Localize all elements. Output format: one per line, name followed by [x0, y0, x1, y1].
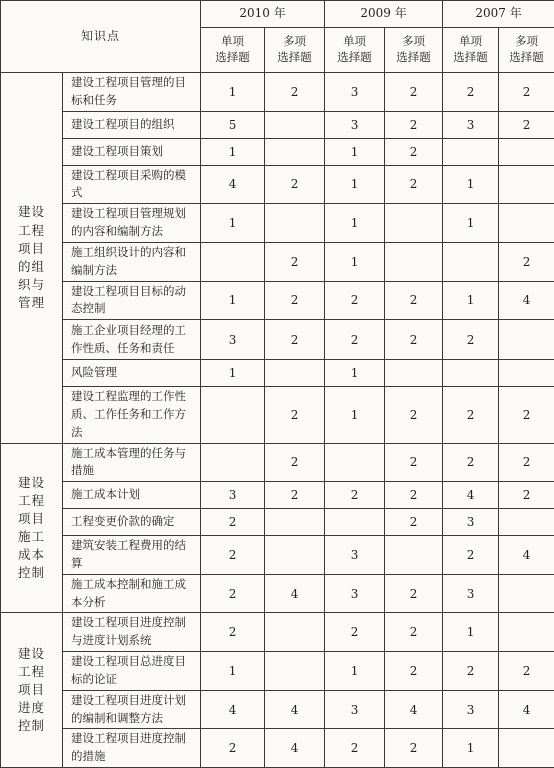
count-cell: 2 — [499, 242, 554, 281]
count-cell: 2 — [265, 73, 325, 112]
count-cell: 2 — [201, 536, 265, 575]
count-cell: 2 — [499, 387, 554, 443]
topic-cell: 施工成本管理的任务与措施 — [63, 443, 201, 482]
count-cell: 2 — [265, 443, 325, 482]
count-cell — [499, 574, 554, 613]
count-cell: 4 — [499, 690, 554, 729]
subheader-line-1: 单项 — [343, 34, 366, 48]
topic-cell: 建设工程监理的工作性质、工作任务和工作方法 — [63, 387, 201, 443]
count-cell: 3 — [443, 690, 499, 729]
subheader-single-2010 — [201, 28, 265, 73]
count-cell: 2 — [499, 443, 554, 482]
count-cell: 3 — [443, 574, 499, 613]
count-cell: 1 — [201, 281, 265, 320]
count-cell: 2 — [325, 613, 385, 652]
table-row — [1, 387, 554, 443]
count-cell: 1 — [201, 360, 265, 387]
subheader-line-2: 选择题 — [277, 50, 312, 64]
count-cell — [265, 138, 325, 165]
count-cell — [499, 509, 554, 536]
count-cell: 2 — [385, 443, 443, 482]
count-cell: 3 — [325, 690, 385, 729]
topic-cell: 风险管理 — [63, 360, 201, 387]
count-cell: 1 — [325, 204, 385, 243]
count-cell — [201, 387, 265, 443]
count-cell: 3 — [443, 509, 499, 536]
table-row — [1, 652, 554, 691]
count-cell: 2 — [443, 73, 499, 112]
section-label: 建设 工程 项目 的组 织与 管理 — [1, 73, 63, 444]
year-header-2007: 2007 年 — [443, 1, 554, 28]
count-cell: 2 — [265, 387, 325, 443]
count-cell — [265, 111, 325, 138]
year-header-2010: 2010 年 — [201, 1, 325, 28]
count-cell: 1 — [201, 138, 265, 165]
topic-cell: 建设工程项目的组织 — [63, 111, 201, 138]
topic-cell: 建设工程项目采购的模式 — [63, 165, 201, 204]
table-body — [1, 73, 554, 768]
subheader-line-1: 多项 — [283, 34, 306, 48]
topic-cell: 建设工程项目策划 — [63, 138, 201, 165]
table-row — [1, 536, 554, 575]
subheader-line-1: 多项 — [402, 34, 425, 48]
count-cell: 4 — [265, 690, 325, 729]
count-cell: 1 — [201, 204, 265, 243]
count-cell: 1 — [325, 387, 385, 443]
count-cell: 1 — [325, 165, 385, 204]
count-cell — [265, 652, 325, 691]
count-cell: 2 — [325, 320, 385, 360]
count-cell: 2 — [385, 387, 443, 443]
count-cell: 1 — [443, 613, 499, 652]
count-cell — [325, 509, 385, 536]
count-cell: 4 — [443, 482, 499, 509]
table-row — [1, 73, 554, 112]
count-cell — [385, 242, 443, 281]
knowledge-header: 知识点 — [1, 1, 201, 73]
count-cell: 2 — [265, 242, 325, 281]
count-cell — [443, 360, 499, 387]
table-row — [1, 482, 554, 509]
topic-cell: 工程变更价款的确定 — [63, 509, 201, 536]
count-cell — [201, 443, 265, 482]
count-cell: 2 — [385, 111, 443, 138]
table-row — [1, 111, 554, 138]
subheader-line-2: 选择题 — [215, 50, 250, 64]
count-cell: 4 — [201, 165, 265, 204]
topic-cell: 建设工程项目总进度目标的论证 — [63, 652, 201, 691]
count-cell: 2 — [443, 320, 499, 360]
count-cell: 2 — [499, 482, 554, 509]
count-cell: 2 — [265, 165, 325, 204]
count-cell: 2 — [385, 729, 443, 768]
subheader-line-1: 多项 — [515, 34, 538, 48]
topic-cell: 建设工程项目管理规划的内容和编制方法 — [63, 204, 201, 243]
topic-cell: 建设工程项目进度控制的措施 — [63, 729, 201, 768]
count-cell: 2 — [265, 281, 325, 320]
subheader-line-2: 选择题 — [337, 50, 372, 64]
count-cell: 1 — [201, 73, 265, 112]
count-cell: 4 — [201, 690, 265, 729]
count-cell: 2 — [385, 320, 443, 360]
table-row — [1, 138, 554, 165]
count-cell: 2 — [325, 482, 385, 509]
count-cell: 1 — [325, 242, 385, 281]
count-cell: 4 — [499, 281, 554, 320]
table-row — [1, 729, 554, 768]
count-cell: 1 — [443, 281, 499, 320]
count-cell: 3 — [443, 111, 499, 138]
subheader-line-2: 选择题 — [453, 50, 488, 64]
subheader-multi-2009 — [385, 28, 443, 73]
count-cell — [265, 536, 325, 575]
count-cell: 2 — [325, 729, 385, 768]
subheader-multi-2007 — [499, 28, 554, 73]
count-cell — [265, 360, 325, 387]
count-cell: 4 — [385, 690, 443, 729]
count-cell: 3 — [325, 536, 385, 575]
count-cell — [265, 204, 325, 243]
count-cell: 2 — [201, 729, 265, 768]
topic-cell: 建筑安装工程费用的结算 — [63, 536, 201, 575]
table-row — [1, 574, 554, 613]
count-cell: 2 — [385, 281, 443, 320]
topic-cell: 建设工程项目目标的动态控制 — [63, 281, 201, 320]
count-cell: 1 — [443, 204, 499, 243]
subheader-single-2007 — [443, 28, 499, 73]
count-cell: 3 — [325, 73, 385, 112]
table-row — [1, 242, 554, 281]
subheader-line-1: 单项 — [221, 34, 244, 48]
topic-cell: 建设工程项目管理的目标和任务 — [63, 73, 201, 112]
count-cell — [443, 138, 499, 165]
count-cell: 2 — [443, 536, 499, 575]
section-label: 建设 工程 项目 进度 控制 — [1, 613, 63, 768]
count-cell: 2 — [385, 574, 443, 613]
count-cell: 2 — [385, 613, 443, 652]
topic-cell: 施工成本计划 — [63, 482, 201, 509]
count-cell: 2 — [265, 482, 325, 509]
count-cell: 2 — [201, 509, 265, 536]
count-cell: 2 — [443, 652, 499, 691]
table-row — [1, 613, 554, 652]
count-cell: 2 — [265, 320, 325, 360]
table-row — [1, 509, 554, 536]
count-cell: 1 — [325, 360, 385, 387]
table-row — [1, 320, 554, 360]
count-cell — [201, 242, 265, 281]
count-cell: 1 — [325, 652, 385, 691]
count-cell: 2 — [499, 73, 554, 112]
count-cell — [385, 360, 443, 387]
count-cell: 1 — [201, 652, 265, 691]
count-cell — [385, 204, 443, 243]
subheader-multi-2010 — [265, 28, 325, 73]
count-cell: 3 — [325, 574, 385, 613]
count-cell — [499, 729, 554, 768]
count-cell: 2 — [385, 165, 443, 204]
count-cell: 3 — [201, 482, 265, 509]
count-cell: 2 — [443, 443, 499, 482]
count-cell: 2 — [385, 138, 443, 165]
count-cell: 4 — [265, 574, 325, 613]
count-cell: 2 — [385, 509, 443, 536]
subheader-line-2: 选择题 — [509, 50, 544, 64]
count-cell: 1 — [325, 138, 385, 165]
table-row — [1, 204, 554, 243]
table-row — [1, 690, 554, 729]
count-cell: 4 — [499, 536, 554, 575]
topic-cell: 建设工程项目进度计划的编制和调整方法 — [63, 690, 201, 729]
count-cell: 2 — [385, 73, 443, 112]
count-cell: 1 — [443, 165, 499, 204]
topic-cell: 施工成本控制和施工成本分析 — [63, 574, 201, 613]
count-cell — [265, 509, 325, 536]
table-header — [1, 1, 554, 73]
subheader-single-2009 — [325, 28, 385, 73]
count-cell: 2 — [385, 482, 443, 509]
count-cell — [325, 443, 385, 482]
count-cell: 3 — [201, 320, 265, 360]
table-row — [1, 360, 554, 387]
count-cell: 4 — [265, 729, 325, 768]
count-cell: 2 — [201, 574, 265, 613]
count-cell — [265, 613, 325, 652]
count-cell — [499, 613, 554, 652]
count-cell: 2 — [201, 613, 265, 652]
subheader-line-1: 单项 — [459, 34, 482, 48]
count-cell — [499, 165, 554, 204]
count-cell: 3 — [325, 111, 385, 138]
section-label: 建设 工程 项目 施工 成本 控制 — [1, 443, 63, 613]
year-header-2009: 2009 年 — [325, 1, 443, 28]
count-cell: 1 — [443, 729, 499, 768]
count-cell — [443, 242, 499, 281]
count-cell — [499, 360, 554, 387]
table-row — [1, 443, 554, 482]
topic-cell: 建设工程项目进度控制与进度计划系统 — [63, 613, 201, 652]
subheader-line-2: 选择题 — [396, 50, 431, 64]
count-cell — [385, 536, 443, 575]
topic-cell: 施工企业项目经理的工作性质、任务和责任 — [63, 320, 201, 360]
count-cell: 5 — [201, 111, 265, 138]
count-cell — [499, 320, 554, 360]
table-row — [1, 281, 554, 320]
count-cell: 2 — [385, 652, 443, 691]
count-cell: 2 — [443, 387, 499, 443]
table-row — [1, 165, 554, 204]
count-cell — [499, 138, 554, 165]
count-cell: 2 — [325, 281, 385, 320]
count-cell — [499, 204, 554, 243]
topic-cell: 施工组织设计的内容和编制方法 — [63, 242, 201, 281]
count-cell: 2 — [499, 111, 554, 138]
count-cell: 2 — [499, 652, 554, 691]
